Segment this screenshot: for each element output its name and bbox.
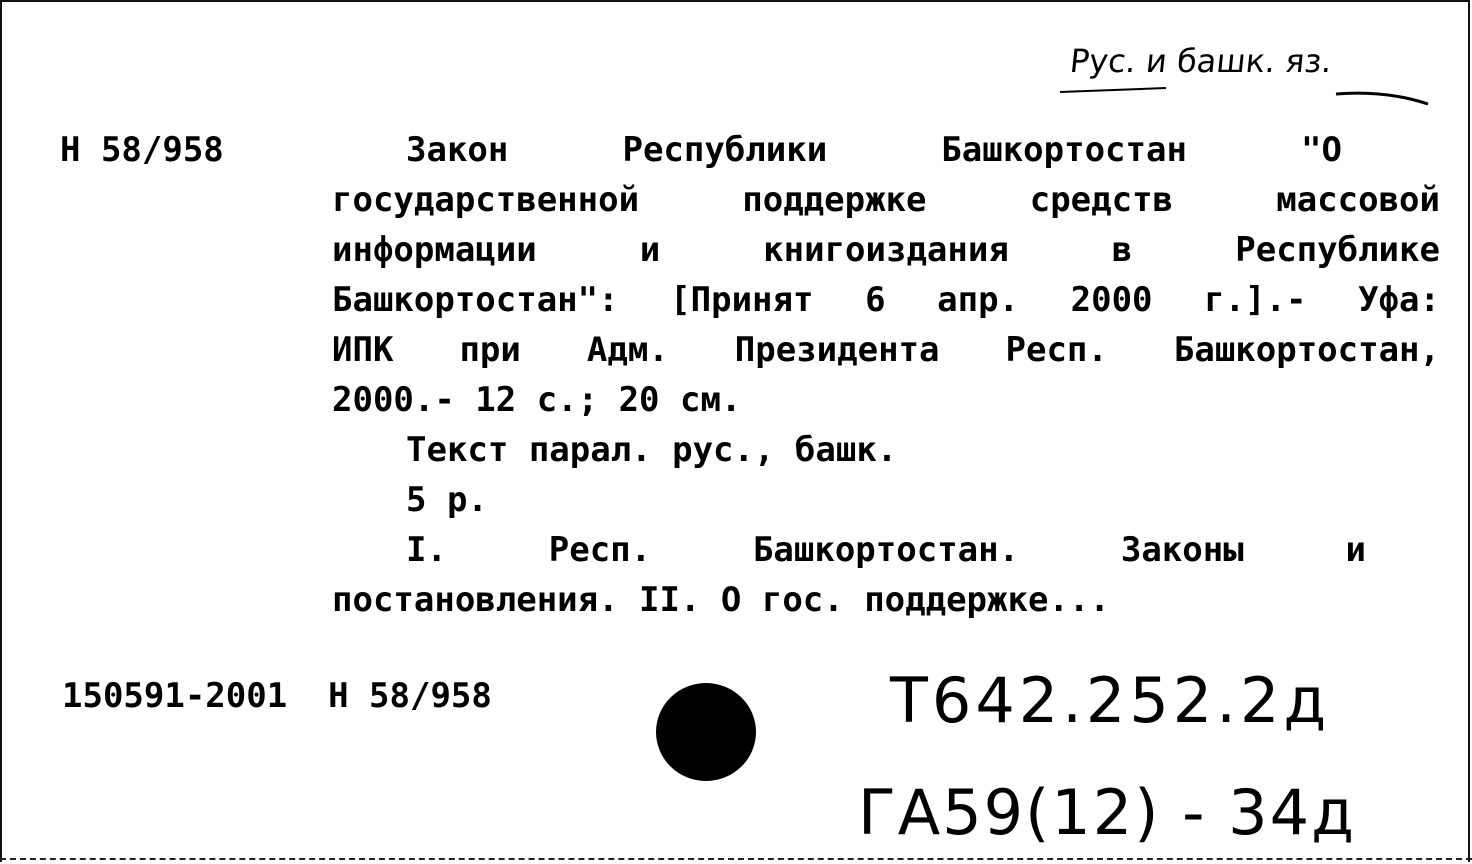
- subject-line-2: постановления. II. О гос. поддержке...: [332, 580, 1110, 620]
- description-line-2: государственной поддержке средств массовой: [332, 180, 1440, 220]
- punch-hole-mark: [656, 683, 756, 781]
- note-text: Текст парал. рус., башк.: [406, 430, 898, 470]
- subject-line-1: I. Респ. Башкортостан. Законы и: [406, 530, 1366, 570]
- accession-number: 150591-2001 Н 58/958: [62, 676, 492, 716]
- card-edge: [0, 858, 1472, 860]
- handwritten-language-note: Рус. и башк. яз.: [1068, 42, 1334, 80]
- note-underline: [1056, 84, 1436, 114]
- description-line-6: 2000.- 12 с.; 20 см.: [332, 380, 742, 420]
- description-line-4: Башкортостан": [Принят 6 апр. 2000 г.].- Уфа:: [332, 280, 1440, 320]
- call-number: Н 58/958: [60, 130, 224, 170]
- description-line-1: Закон Республики Башкортостан "О: [406, 130, 1342, 170]
- description-line-5: ИПК при Адм. Президента Респ. Башкортостан,: [332, 330, 1440, 370]
- handwritten-classification-2: ГА59(12) - 34д: [858, 776, 1356, 849]
- description-line-3: информации и книгоиздания в Республике: [332, 230, 1440, 270]
- handwritten-classification-1: Т642.252.2д: [890, 664, 1331, 737]
- price: 5 р.: [406, 480, 488, 520]
